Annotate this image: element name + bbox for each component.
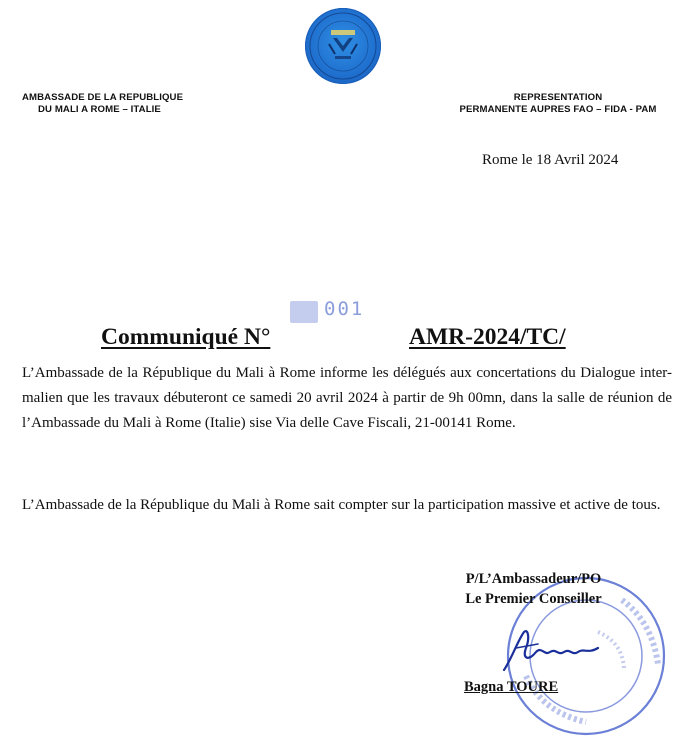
- handwritten-signature-icon: [498, 618, 608, 678]
- signature-line1: P/L’Ambassadeur/PO: [465, 571, 602, 587]
- reference-number: 001: [324, 298, 365, 320]
- signatory-name: Bagna TOURE: [464, 679, 559, 695]
- embassy-header-line2: DU MALI A ROME – ITALIE: [38, 104, 161, 115]
- representation-header: [446, 92, 670, 116]
- document-date: Rome le 18 Avril 2024: [482, 152, 619, 168]
- stamp-ink-blob: [290, 301, 318, 323]
- representation-header-line1: REPRESENTATION: [513, 92, 603, 103]
- mali-emblem-seal-icon: [305, 8, 381, 84]
- embassy-header-line1: AMBASSADE DE LA REPUBLIQUE: [22, 92, 184, 103]
- signature-block: [446, 569, 621, 609]
- embassy-header: [22, 92, 183, 116]
- communique-title: [101, 324, 566, 351]
- communique-label: Communiqué N°: [101, 324, 271, 350]
- body-paragraph-2: L’Ambassade de la République du Mali à Rome sait compter sur la participation massive et active de tous.: [22, 497, 661, 513]
- communique-reference: AMR-2024/TC/: [409, 324, 566, 350]
- representation-header-line2: PERMANENTE AUPRES FAO – FIDA - PAM: [459, 104, 657, 115]
- reference-number-stamp: [284, 298, 404, 328]
- signature-line2: Le Premier Conseiller: [465, 591, 602, 607]
- body-paragraph-1: L’Ambassade de la République du Mali à Rome informe les délégués aux concertations du Dialogue inter-malien que les travaux débuteront ce samedi 20 avril 2024 à partir de 9h 00mn, dans la salle de réunion de l’Ambassade du Mali à Rome (Italie) sise Via delle Cave Fiscali, 21-00141 Rome.: [22, 365, 672, 431]
